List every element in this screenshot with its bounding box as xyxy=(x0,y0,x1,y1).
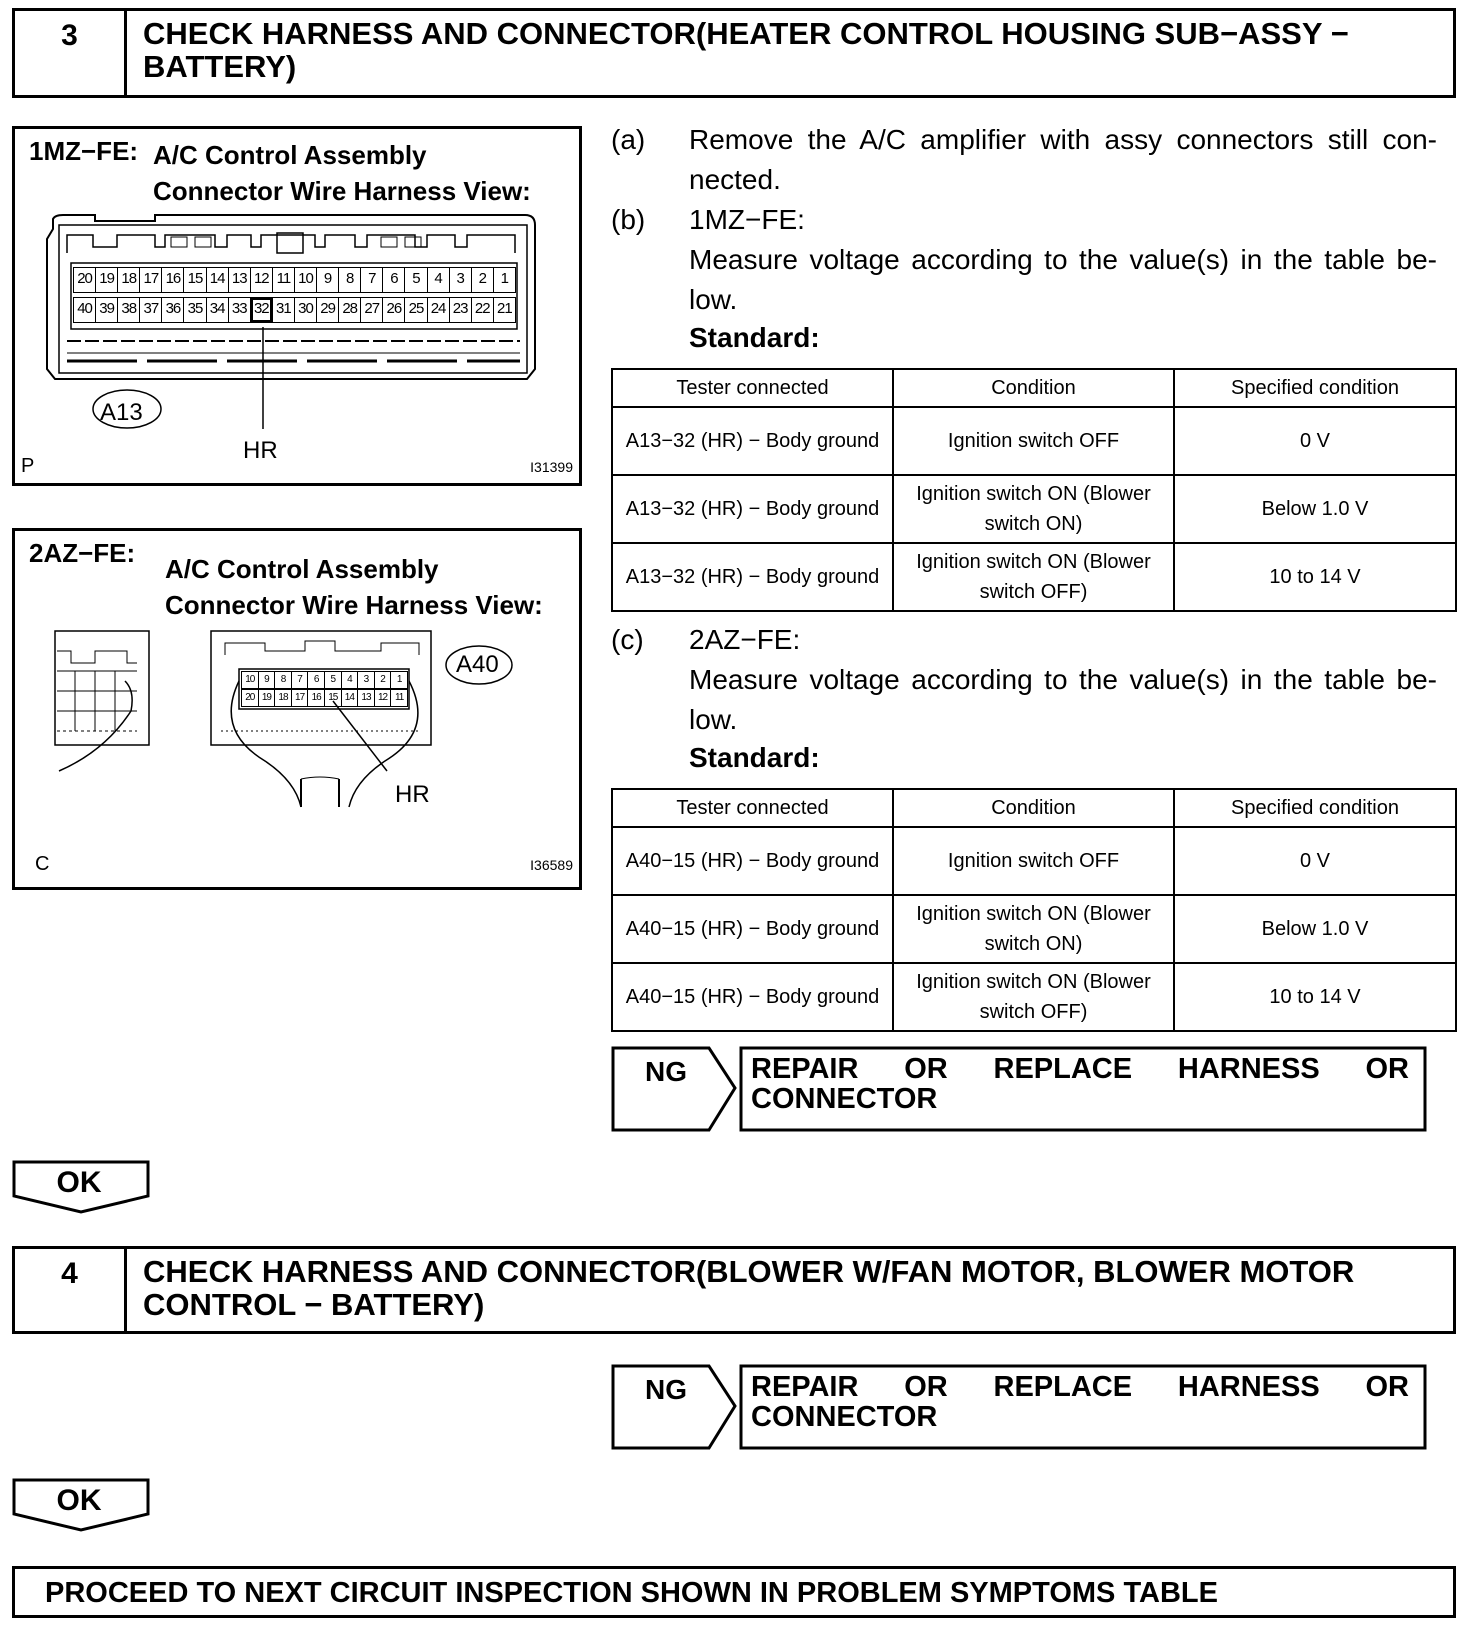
connector-pin: 22 xyxy=(471,297,494,323)
connector-pin: 18 xyxy=(274,689,292,707)
connector-pin: 10 xyxy=(294,267,317,293)
table-row xyxy=(612,543,1456,611)
cell-spec: 10 to 14 V xyxy=(1174,543,1456,611)
cell-tester: A13−32 (HR) − Body ground xyxy=(612,475,893,543)
ng-action-text xyxy=(751,1054,1409,1114)
instruction-a xyxy=(611,120,1451,204)
connector-pin: 13 xyxy=(357,689,375,707)
action-line2: CONNECTOR xyxy=(751,1401,938,1433)
pin-row-lower xyxy=(73,297,515,323)
cell-tester: A40−15 (HR) − Body ground xyxy=(612,827,893,895)
connector-pin: 12 xyxy=(250,267,273,293)
connector-pin: 2 xyxy=(471,267,494,293)
header-spec: Specified condition xyxy=(1174,789,1456,827)
instruction-engine: 2AZ−FE: xyxy=(689,624,801,655)
figure-engine-label: 2AZ−FE: xyxy=(29,538,136,568)
figure-corner-letter: C xyxy=(35,853,50,875)
connector-pin: 34 xyxy=(206,297,229,323)
instruction-text: Measure voltage according to the value(s) in the table below. xyxy=(689,664,1437,735)
connector-pin: 30 xyxy=(294,297,317,323)
action-word: HARNESS xyxy=(1177,1371,1320,1403)
ok-label: OK xyxy=(56,1166,102,1199)
connector-pin: 11 xyxy=(390,689,408,707)
action-word: REPLACE xyxy=(993,1053,1133,1085)
cell-condition: Ignition switch ON (Blower switch ON) xyxy=(893,475,1174,543)
table-row xyxy=(612,827,1456,895)
cell-tester: A40−15 (HR) − Body ground xyxy=(612,963,893,1031)
cell-condition: Ignition switch ON (Blower switch OFF) xyxy=(893,963,1174,1031)
connector-a40-drawing xyxy=(15,531,579,887)
cell-condition: Ignition switch OFF xyxy=(893,407,1174,475)
ok-result-step4 xyxy=(12,1478,152,1534)
terminal-hr-label: HR xyxy=(395,781,430,808)
connector-pin: 26 xyxy=(382,297,405,323)
connector-pin: 29 xyxy=(316,297,339,323)
connector-pin: 18 xyxy=(117,267,140,293)
connector-pin: 15 xyxy=(183,267,206,293)
cell-tester: A40−15 (HR) − Body ground xyxy=(612,895,893,963)
connector-pin: 10 xyxy=(241,671,259,689)
header-spec: Specified condition xyxy=(1174,369,1456,407)
connector-pin: 37 xyxy=(139,297,162,323)
table-row xyxy=(612,407,1456,475)
terminal-hr-label: HR xyxy=(243,437,278,464)
connector-pin: 7 xyxy=(360,267,383,293)
connector-pin: 20 xyxy=(73,267,96,293)
action-line2: CONNECTOR xyxy=(751,1083,938,1115)
header-condition: Condition xyxy=(893,369,1174,407)
action-word: OR xyxy=(1365,1053,1409,1085)
connector-pin: 9 xyxy=(258,671,276,689)
figure-code: I31399 xyxy=(530,459,573,475)
figure-corner-letter: P xyxy=(21,455,35,477)
connector-pin: 27 xyxy=(360,297,383,323)
ng-result-step3 xyxy=(611,1046,1427,1132)
connector-pin: 21 xyxy=(493,297,516,323)
connector-pin: 19 xyxy=(258,689,276,707)
connector-pin: 1 xyxy=(493,267,516,293)
connector-pin: 1 xyxy=(390,671,408,689)
connector-pin: 31 xyxy=(272,297,295,323)
cell-spec: 0 V xyxy=(1174,827,1456,895)
spec-table-2az xyxy=(611,788,1457,1032)
connector-pin: 38 xyxy=(117,297,140,323)
connector-pin: 8 xyxy=(338,267,361,293)
cell-condition: Ignition switch ON (Blower switch ON) xyxy=(893,895,1174,963)
connector-pin: 2 xyxy=(374,671,392,689)
step-3-header xyxy=(12,8,1456,98)
cell-spec: Below 1.0 V xyxy=(1174,475,1456,543)
step-title: CHECK HARNESS AND CONNECTOR(HEATER CONTROL HOUSING SUB−ASSY − BATTERY) xyxy=(143,16,1349,84)
instruction-label: (b) xyxy=(611,204,646,235)
instruction-engine: 1MZ−FE: xyxy=(689,204,805,235)
ok-result-step3 xyxy=(12,1160,152,1216)
connector-pin: 33 xyxy=(228,297,251,323)
standard-label: Standard: xyxy=(689,322,820,353)
connector-pin: 24 xyxy=(427,297,450,323)
connector-pin: 16 xyxy=(161,267,184,293)
header-tester: Tester connected xyxy=(612,789,893,827)
connector-pin: 4 xyxy=(341,671,359,689)
connector-pin: 15 xyxy=(324,689,342,707)
standard-label: Standard: xyxy=(689,742,820,773)
connector-pin: 4 xyxy=(427,267,450,293)
connector-pin: 9 xyxy=(316,267,339,293)
instruction-c-text xyxy=(611,660,1451,744)
cell-tester: A13−32 (HR) − Body ground xyxy=(612,543,893,611)
connector-pin: 25 xyxy=(404,297,427,323)
pin-row-upper xyxy=(73,267,515,293)
connector-pin: 39 xyxy=(95,297,118,323)
action-word: REPAIR xyxy=(751,1371,859,1403)
connector-pin: 17 xyxy=(139,267,162,293)
connector-pin: 16 xyxy=(307,689,325,707)
table-row xyxy=(612,895,1456,963)
ok-label: OK xyxy=(56,1484,102,1517)
connector-id-label: A13 xyxy=(100,399,143,426)
connector-pin: 20 xyxy=(241,689,259,707)
instruction-text: Measure voltage according to the value(s) in the table below. xyxy=(689,244,1437,315)
connector-pin: 7 xyxy=(291,671,309,689)
connector-pin: 14 xyxy=(206,267,229,293)
connector-pin: 32 xyxy=(250,297,273,323)
figure-1mz-connector xyxy=(12,126,582,486)
connector-id-label: A40 xyxy=(456,651,499,678)
connector-pin: 5 xyxy=(324,671,342,689)
cell-spec: Below 1.0 V xyxy=(1174,895,1456,963)
connector-pin: 8 xyxy=(274,671,292,689)
action-word: REPLACE xyxy=(993,1371,1133,1403)
figure-code: I36589 xyxy=(530,857,573,873)
connector-pin: 5 xyxy=(404,267,427,293)
instruction-b xyxy=(611,200,1451,240)
table-row xyxy=(612,475,1456,543)
instruction-c xyxy=(611,620,1451,660)
connector-pin: 6 xyxy=(382,267,405,293)
connector-pin: 11 xyxy=(272,267,295,293)
figure-title-line2: Connector Wire Harness View: xyxy=(165,590,543,620)
connector-pin: 19 xyxy=(95,267,118,293)
connector-pin: 28 xyxy=(338,297,361,323)
step-4-header xyxy=(12,1246,1456,1334)
proceed-instruction: PROCEED TO NEXT CIRCUIT INSPECTION SHOWN IN PROBLEM SYMPTOMS TABLE xyxy=(12,1566,1456,1618)
pin-row-upper xyxy=(241,671,407,689)
cell-spec: 10 to 14 V xyxy=(1174,963,1456,1031)
connector-pin: 35 xyxy=(183,297,206,323)
connector-pin: 3 xyxy=(449,267,472,293)
spec-table-1mz xyxy=(611,368,1457,612)
ng-action-text xyxy=(751,1372,1409,1432)
figure-engine-label: 1MZ−FE: xyxy=(29,136,139,166)
cell-spec: 0 V xyxy=(1174,407,1456,475)
figure-title-line2: Connector Wire Harness View: xyxy=(153,176,531,206)
connector-pin: 36 xyxy=(161,297,184,323)
connector-pin: 14 xyxy=(341,689,359,707)
action-word: REPAIR xyxy=(751,1053,859,1085)
header-condition: Condition xyxy=(893,789,1174,827)
instruction-b-text xyxy=(611,240,1451,324)
connector-pin: 40 xyxy=(73,297,96,323)
step-number: 4 xyxy=(15,1249,127,1331)
connector-pin: 23 xyxy=(449,297,472,323)
ng-label: NG xyxy=(645,1056,687,1087)
figure-title-line1: A/C Control Assembly xyxy=(153,140,427,170)
figure-2az-connector xyxy=(12,528,582,890)
connector-pin: 13 xyxy=(228,267,251,293)
figure-title-line1: A/C Control Assembly xyxy=(165,554,439,584)
connector-pin: 12 xyxy=(374,689,392,707)
instruction-label: (a) xyxy=(611,124,646,155)
connector-pin: 3 xyxy=(357,671,375,689)
connector-pin: 6 xyxy=(307,671,325,689)
cell-condition: Ignition switch OFF xyxy=(893,827,1174,895)
cell-tester: A13−32 (HR) − Body ground xyxy=(612,407,893,475)
instruction-text: Remove the A/C amplifier with assy connectors still connected. xyxy=(689,124,1437,195)
step-number: 3 xyxy=(15,11,127,95)
ng-result-step4 xyxy=(611,1364,1427,1450)
table-row xyxy=(612,963,1456,1031)
header-tester: Tester connected xyxy=(612,369,893,407)
connector-pin: 17 xyxy=(291,689,309,707)
cell-condition: Ignition switch ON (Blower switch OFF) xyxy=(893,543,1174,611)
action-word: OR xyxy=(904,1053,948,1085)
instruction-label: (c) xyxy=(611,624,644,655)
step-title: CHECK HARNESS AND CONNECTOR(BLOWER W/FAN MOTOR, BLOWER MOTOR CONTROL − BATTERY) xyxy=(143,1254,1355,1322)
action-word: HARNESS xyxy=(1177,1053,1320,1085)
action-word: OR xyxy=(1365,1371,1409,1403)
action-word: OR xyxy=(904,1371,948,1403)
pin-row-lower xyxy=(241,689,407,707)
ng-label: NG xyxy=(645,1374,687,1405)
